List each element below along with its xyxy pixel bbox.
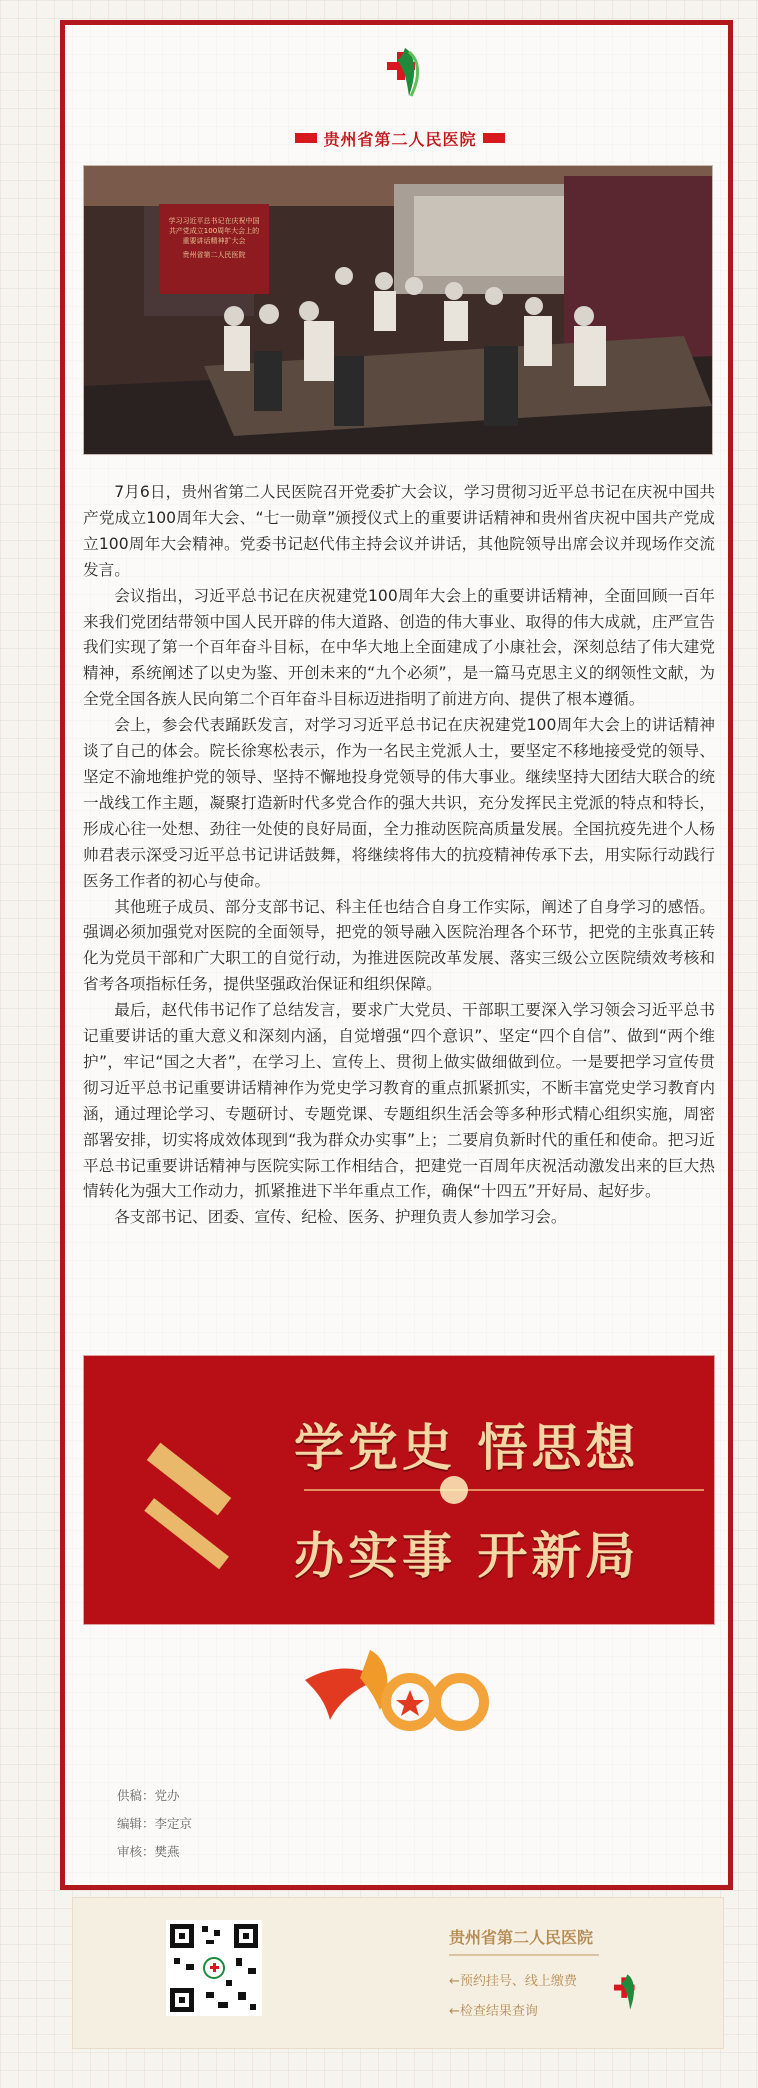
hospital-title: [290, 126, 510, 150]
slogan-line-1: 学党史 悟思想: [294, 1418, 640, 1477]
meeting-photo: [83, 165, 713, 455]
footer-logo-icon: [608, 1970, 642, 2014]
article-paragraph: 会议指出，习近平总书记在庆祝建党100周年大会上的重要讲话精神，全面回顾一百年来我们党团结带领中国人民开辟的伟大道路、创造的伟大事业、取得的伟大成就，庄严宣告我们实现了第一个百年奋斗目标，在中华大地上全面建成了小康社会，深刻总结了伟大建党精神，系统阐述了以史为鉴、开创未来的“九个必须”，是一篇马克思主义的纲领性文献，为全党全国各族人民向第二个百年奋斗目标迈进指明了前进方向、提供了根本遵循。: [83, 586, 715, 709]
slogan-banner: [83, 1355, 715, 1625]
article-body: [83, 480, 715, 1231]
slogan-line-2: 办实事 开新局: [294, 1526, 640, 1585]
results-link[interactable]: ←检查结果查询: [449, 2004, 538, 2019]
projector-screen: [162, 210, 266, 282]
party-100-logo-icon: [300, 1640, 496, 1740]
footer-divider: [449, 1954, 599, 1956]
appointment-link[interactable]: ←预约挂号、线上缴费: [449, 1974, 577, 1989]
title-bar-left: [295, 133, 317, 143]
credits: [117, 1782, 192, 1866]
credit-review: 审核：樊燕: [117, 1844, 180, 1859]
title-bar-right: [483, 133, 505, 143]
article-paragraph: 最后，赵代伟书记作了总结发言，要求广大党员、干部职工要深入学习领会习近平总书记重要讲话的重大意义和深刻内涵，自觉增强“四个意识”、坚定“四个自信”、做到“两个维护”，牢记“国之大者”，在学习上、宣传上、贯彻上做实做细做到位。一是要把学习宣传贯彻习近平总书记重要讲话精神作为党史学习教育的重点抓紧抓实，不断丰富党史学习教育内涵，通过理论学习、专题研讨、专题党课、专题组织生活会等多种形式精心组织实施，周密部署安排，切实将成效体现到“我为群众办实事”上；二要肩负新时代的重任和使命。把习近平总书记重要讲话精神与医院实际工作相结合，把建党一百周年庆祝活动激发出来的巨大热情转化为强大工作动力，抓紧推进下半年重点工作，确保“十四五”开好局、起好步。: [83, 1001, 715, 1201]
article-paragraph: 7月6日，贵州省第二人民医院召开党委扩大会议，学习贯彻习近平总书记在庆祝中国共产党成立100周年大会、“七一勋章”颁授仪式上的重要讲话精神和贵州省庆祝中国共产党成立100周年大会精神。党委书记赵代伟主持会议并讲话，其他院领导出席会议并现场作交流发言。: [83, 483, 715, 579]
screen-text: 学习习近平总书记在庆祝中国共产党成立100周年大会上的重要讲话精神扩大会: [168, 217, 260, 245]
hospital-name: 贵州省第二人民医院: [323, 129, 477, 149]
screen-org: 贵州省第二人民医院: [182, 251, 246, 259]
article-paragraph: 其他班子成员、部分支部书记、科主任也结合自身工作实际，阐述了自身学习的感悟。强调必须加强党对医院的全面领导，把党的领导融入医院治理各个环节，把党的主张真正转化为党员干部和广大职工的自觉行动，为推进医院改革发展、落实三级公立医院绩效考核和省考各项指标任务，提供坚强政治保证和组织保障。: [83, 897, 715, 994]
article-paragraph: 会上，参会代表踊跃发言，对学习习近平总书记在庆祝建党100周年大会上的讲话精神谈了自己的体会。院长徐寒松表示，作为一名民主党派人士，要坚定不移地接受党的领导、坚定不渝地维护党的领导、坚持不懈地投身党领导的伟大事业。继续坚持大团结大联合的统一战线工作主题，凝聚打造新时代多党合作的强大共识，充分发挥民主党派的特点和特长，形成心往一处想、劲往一处使的良好局面，全力推动医院高质量发展。全国抗疫先进个人杨帅君表示深受习近平总书记讲话鼓舞，将继续将伟大的抗疫精神传承下去，用实际行动践行医务工作者的初心与使命。: [83, 716, 715, 890]
credit-submit: 供稿：党办: [117, 1788, 180, 1803]
qr-code-icon[interactable]: [166, 1920, 262, 2016]
hospital-logo-icon: [379, 42, 425, 102]
footer-hospital-name: 贵州省第二人民医院: [449, 1928, 594, 1947]
footer-card: [72, 1897, 724, 2049]
article-paragraph: 各支部书记、团委、宣传、纪检、医务、护理负责人参加学习会。: [114, 1208, 567, 1227]
credit-editor: 编辑：李定京: [117, 1816, 193, 1831]
